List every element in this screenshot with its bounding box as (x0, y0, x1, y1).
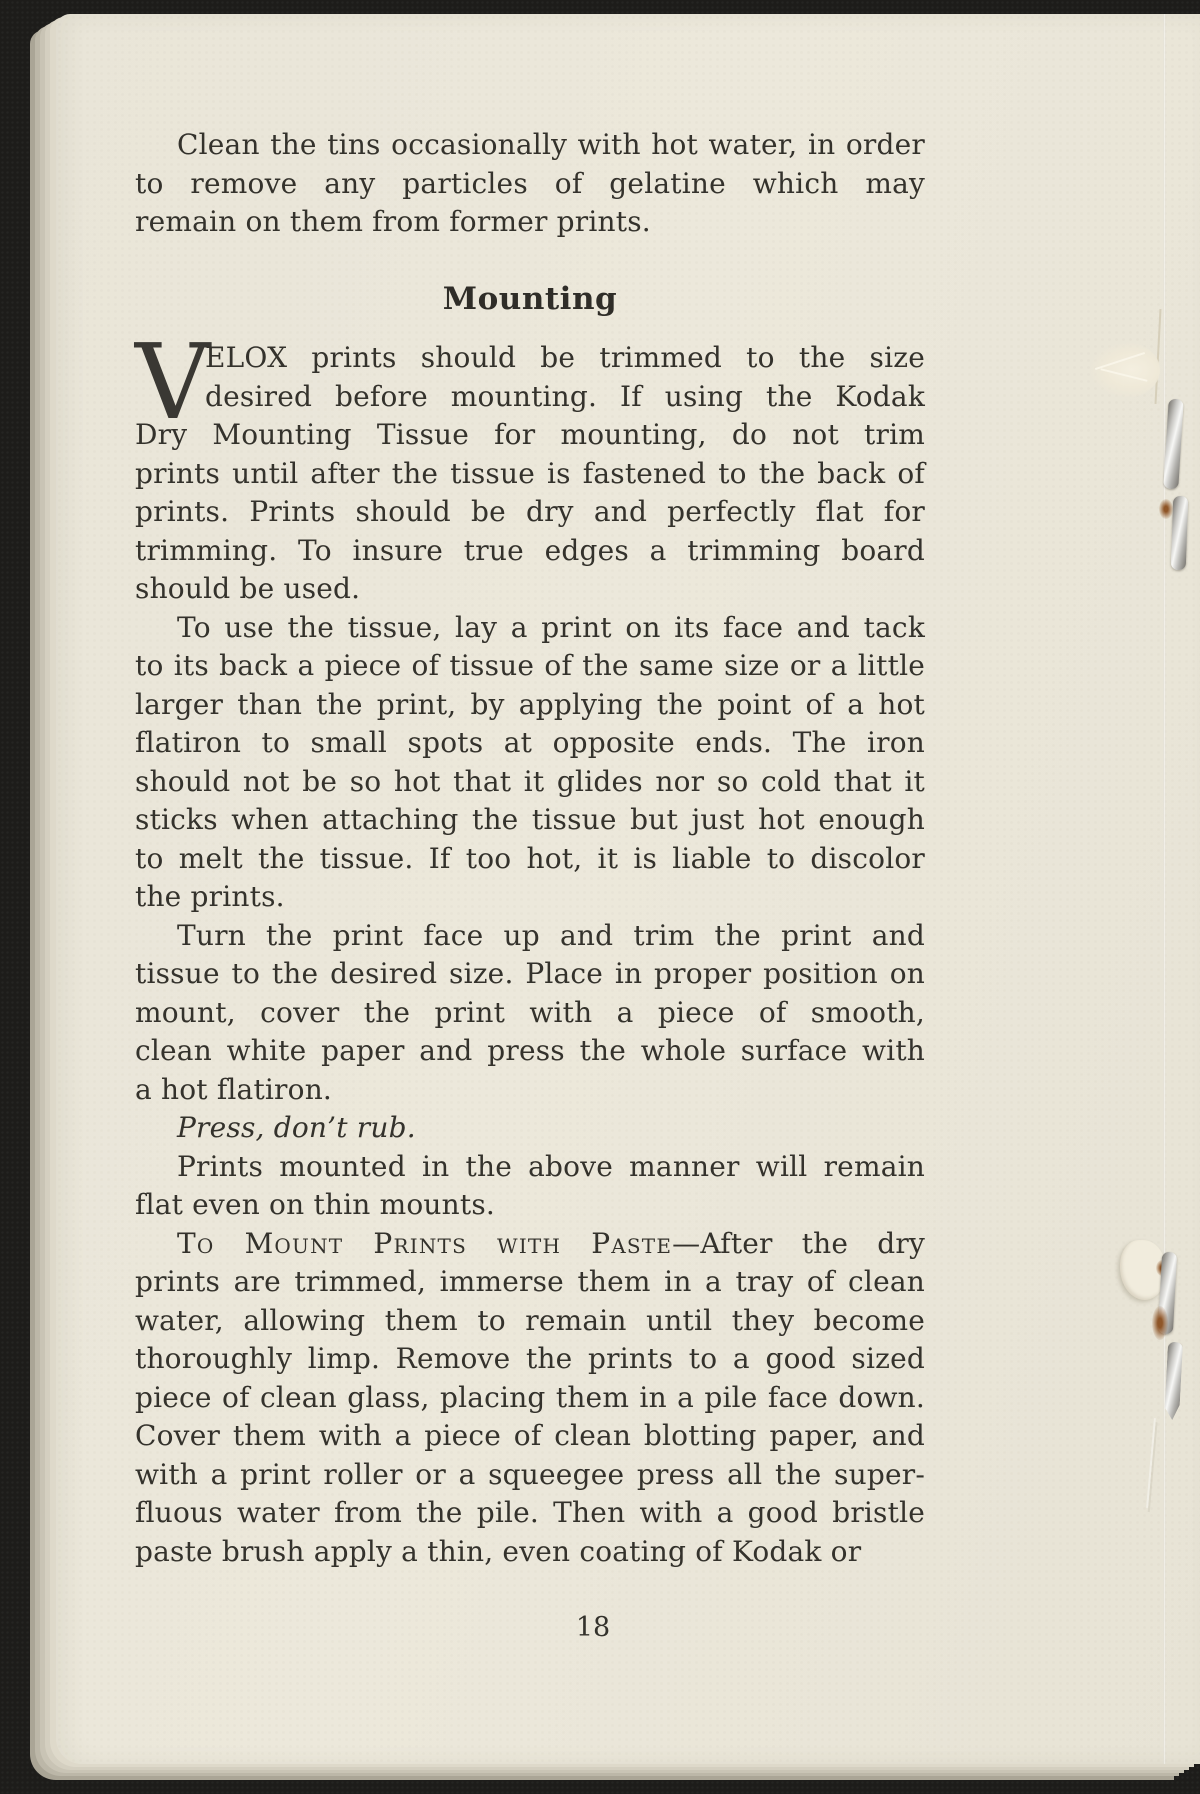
text-line: paste brush apply a thin, even coating of Kodak or (135, 1534, 862, 1568)
staple-top-upper-segment (1163, 399, 1183, 490)
text-line: Cover them with a piece of clean blotting paper, and (135, 1419, 925, 1452)
lead-rest: —After the dry (672, 1226, 925, 1260)
text-line: trimming. To insure true edges a trimming board (135, 533, 925, 567)
text-column (135, 126, 925, 1571)
text-line: tissue to the desired size. Place in proper position on (135, 957, 925, 990)
text-line: thoroughly limp. Remove the prints to a good sized (135, 1342, 925, 1375)
paragraph-velox (135, 321, 925, 609)
text-line: water, allowing them to remain until they become (135, 1303, 925, 1337)
text-line: should not be so hot that it glides nor so cold that it (135, 764, 925, 798)
text-line: to melt the tissue. If too hot, it is liable to discolor (135, 841, 925, 875)
text-line: prints until after the tissue is fastened to the back of (135, 456, 925, 490)
text-line: sticks when attaching the tissue but just hot enough (135, 803, 925, 836)
book-page (56, 14, 1200, 1764)
page-fold-crease (1163, 14, 1166, 1764)
staple-top-lower-segment (1171, 496, 1189, 570)
text-line: to its back a piece of tissue of the same size or a little (135, 649, 925, 682)
text-line: mount, cover the print with a piece of smooth, (135, 995, 925, 1029)
text-line: Dry Mounting Tissue for mounting, do not trim (135, 418, 925, 451)
text-line: larger than the print, by applying the point of a hot (135, 687, 925, 721)
paper-scratch (1146, 1418, 1156, 1508)
text-line: prints are trimmed, immerse them in a tray of clean (135, 1265, 925, 1298)
text-line: remain on them from former prints. (135, 205, 651, 238)
paragraph-mount-with-paste (135, 1225, 925, 1572)
text-line: ELOX prints should be trimmed to the size (205, 341, 925, 374)
text-line: a hot flatiron. (135, 1072, 333, 1106)
text-line: Turn the print face up and trim the print and (177, 918, 925, 952)
paragraph-clean-tins (135, 126, 925, 242)
rust-spot (1159, 499, 1173, 519)
text-line (135, 1225, 925, 1264)
text-line: to remove any particles of gelatine which may (135, 166, 925, 200)
text-line: piece of clean glass, placing them in a pile face down. (135, 1380, 925, 1414)
text-line: flatiron to small spots at opposite ends. The iron (135, 726, 925, 759)
paragraph-press-dont-rub (135, 1109, 925, 1148)
dropcap-letter: V (135, 321, 211, 443)
staple-bottom-lower-segment (1164, 1342, 1183, 1421)
rust-spot (1152, 1306, 1168, 1340)
text-line: with a print roller or a squeegee press all the super- (135, 1457, 925, 1491)
text-line: clean white paper and press the whole surface with (135, 1034, 925, 1067)
paragraph-turn-print (135, 917, 925, 1110)
paragraph-prints-mounted (135, 1148, 925, 1225)
smallcaps-lead: To Mount Prints with Paste (177, 1226, 673, 1260)
text-line: fluous water from the pile. Then with a good bristle (135, 1496, 925, 1529)
text-line: the prints. (135, 880, 285, 913)
text-line: desired before mounting. If using the Kodak (205, 379, 925, 413)
paragraph-use-tissue (135, 609, 925, 917)
text-line: should be used. (135, 572, 361, 605)
section-heading-mounting: Mounting (442, 280, 618, 317)
text-line: To use the tissue, lay a print on its face and tack (177, 610, 925, 644)
text-line: prints. Prints should be dry and perfectly flat for (135, 495, 925, 528)
text-line: flat even on thin mounts. (135, 1188, 496, 1221)
binding-thread-tuft (1090, 342, 1160, 398)
page-number: 18 (575, 1612, 611, 1643)
text-line: Press, don’t rub. (177, 1111, 416, 1144)
text-line: Clean the tins occasionally with hot water, in order (177, 128, 925, 161)
text-line: Prints mounted in the above manner will remain (177, 1149, 925, 1183)
